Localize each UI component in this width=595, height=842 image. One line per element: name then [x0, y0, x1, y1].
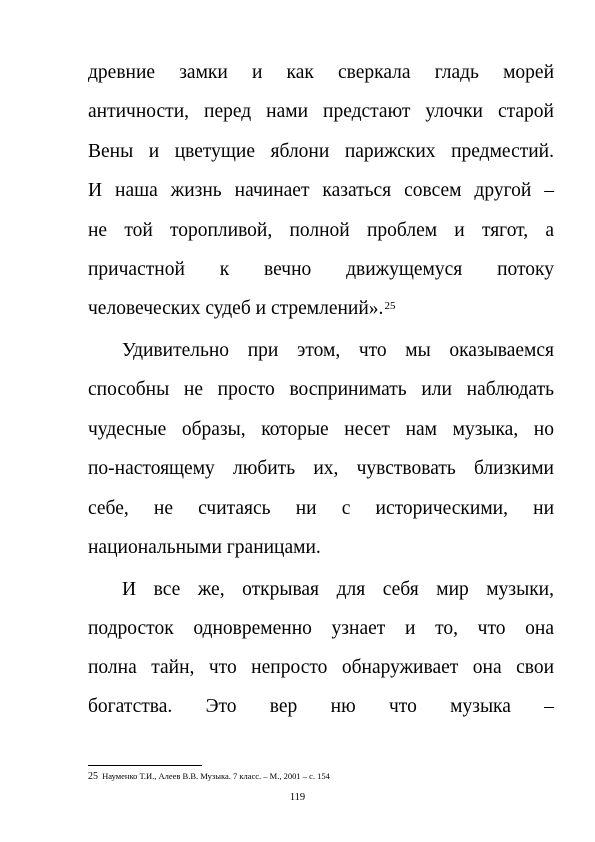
- footnote-separator: [88, 765, 202, 766]
- body-line-17: богатства. Это вер ню что музыка –: [88, 696, 554, 717]
- body-line-16: полна тайн, что непросто обнаруживает она свои: [88, 657, 554, 678]
- body-line-1: древние замки и как сверкала гладь морей: [88, 62, 554, 83]
- body-line-3: Вены и цветущие яблони парижских предместий.: [88, 141, 554, 162]
- body-line-9: способны не просто воспринимать или наблюдать: [88, 379, 554, 400]
- footnote-number: 25: [88, 771, 98, 782]
- body-line-2: античности, перед нами предстают улочки старой: [88, 101, 554, 122]
- body-line-6: причастной к вечно движущемуся потоку: [88, 259, 554, 280]
- body-line-5: не той торопливой, полной проблем и тягот, а: [88, 220, 554, 241]
- body-line-13: национальными границами.: [88, 537, 321, 558]
- body-line-14: И все же, открывая для себя мир музыки,: [122, 579, 554, 600]
- body-line-10: чудесные образы, которые несет нам музыка, но: [88, 419, 554, 440]
- footnote: [88, 771, 330, 782]
- body-line-12: себе, не считаясь ни с историческими, ни: [88, 498, 554, 519]
- footnote-reference[interactable]: 25: [384, 300, 396, 312]
- footnote-text: Науменко Т.И., Алеев В.В. Музыка. 7 класс. – М., 2001 – с. 154: [102, 771, 330, 781]
- body-line-7-text: человеческих судеб и стремлений».: [88, 298, 384, 319]
- body-line-15: подросток одновременно узнает и то, что она: [88, 618, 554, 639]
- body-line-11: по-настоящему любить их, чувствовать близкими: [88, 458, 554, 479]
- page-number: 119: [289, 792, 306, 803]
- body-line-4: И наша жизнь начинает казаться совсем другой –: [88, 180, 554, 201]
- body-line-7: [88, 297, 395, 321]
- body-line-8: Удивительно при этом, что мы оказываемся: [122, 340, 554, 361]
